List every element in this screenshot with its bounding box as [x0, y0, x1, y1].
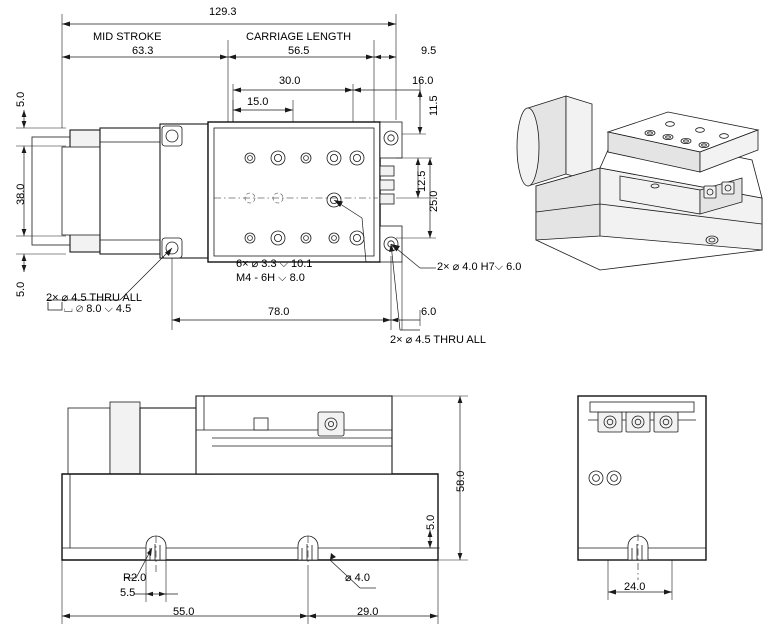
dim-label-offset-11-5: 11.5 [428, 95, 440, 116]
top-view-body [32, 122, 402, 262]
dim-label-offset-16: 16.0 [412, 75, 434, 87]
dim-label-overall-length: 129.3 [209, 6, 237, 18]
side-view-geometry [578, 396, 706, 580]
note-2x-thru-bottom: 2× ⌀ 4.5 THRU ALL [390, 334, 486, 346]
dim-label-bottom-78: 78.0 [268, 306, 290, 318]
note-front-radius: R2.0 [123, 572, 147, 584]
dim-label-left-top-5: 5.0 [15, 91, 27, 107]
dim-label-front-55: 55.0 [173, 606, 195, 618]
dim-label-front-step-5: 5.0 [425, 514, 437, 530]
dim-label-right-offset: 9.5 [421, 45, 437, 57]
note-2x-thru-left-line1: 2× ⌀ 4.5 THRU ALL [46, 292, 142, 304]
note-2x-h7: 2× ⌀ 4.0 H7⌵ 6.0 [437, 261, 522, 273]
dim-label-front-5-5: 5.5 [120, 587, 136, 599]
dim-label-side-24: 24.0 [624, 581, 646, 593]
label-carriage-length: CARRIAGE LENGTH [246, 31, 352, 43]
dim-label-mid-stroke: 63.3 [132, 45, 154, 57]
dim-label-pitch-15: 15.0 [247, 96, 269, 108]
dim-label-front-height-58: 58.0 [455, 470, 467, 492]
note-front-slot-dia: ⌀ 4.0 [345, 572, 370, 584]
dim-label-right-25: 25.0 [428, 190, 440, 212]
dim-side-24 [608, 560, 672, 600]
front-view-geometry [62, 396, 438, 572]
dim-label-right-12-5: 12.5 [416, 170, 428, 192]
dim-label-front-29: 29.0 [357, 606, 379, 618]
label-mid-stroke: MID STROKE [93, 31, 162, 43]
dim-label-left-width-38: 38.0 [15, 183, 27, 205]
dim-label-carriage-length: 56.5 [288, 45, 310, 57]
dim-label-pitch-30: 30.0 [279, 75, 301, 87]
dim-label-left-bottom-5: 5.0 [15, 281, 27, 297]
isometric-view-geometry [517, 96, 762, 270]
dim-right-offset [374, 55, 396, 59]
dim-label-bottom-6: 6.0 [421, 306, 437, 318]
note-2x-thru-left-line2: ⌴ ⌀ 8.0 ⌵ 4.5 [64, 303, 132, 315]
dim-offset-16 [353, 80, 420, 100]
note-6x-tapped-line2: M4 - 6H ⌵ 8.0 [236, 272, 305, 284]
note-6x-tapped-line1: 6× ⌀ 3.3 ⌵ 10.1 [236, 258, 313, 270]
